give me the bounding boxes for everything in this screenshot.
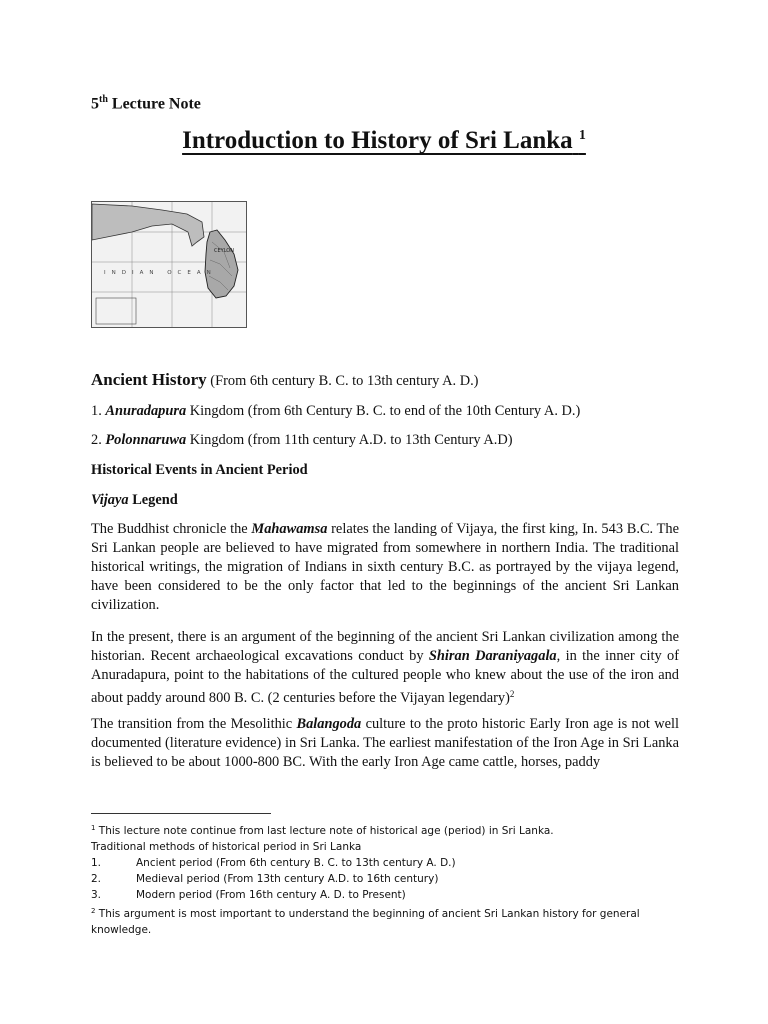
page-title — [0, 127, 768, 155]
footnote-period-2: 2. Medieval period (From 13th century A.D. to 16th century) — [91, 873, 439, 885]
section-heading: Ancient History — [91, 370, 207, 389]
map-illustration — [92, 202, 246, 327]
footnote-period-3: 3. Modern period (From 16th century A. D. to Present) — [91, 889, 406, 901]
svg-text:INDIAN OCEAN: INDIAN OCEAN — [104, 270, 217, 276]
paragraph-balangoda: The transition from the Mesolithic Balangoda culture to the proto historic Early Iron age is not well documented (literature evidence) in Sri Lanka. The earliest manifestation of the Iron Age in Sri Lanka is believed to be about 1000-800 BC. With the early Iron Age came cattle, horses, paddy — [91, 716, 680, 770]
map-image — [91, 201, 247, 328]
footnote-ref-2: 2 — [509, 689, 515, 699]
vijaya-heading: Vijaya Legend — [91, 492, 178, 508]
lecture-note-label: 5th Lecture Note — [91, 94, 201, 113]
paragraph-argument: In the present, there is an argument of the beginning of the ancient Sri Lankan civilization among the historian. Recent archaeological excavations conduct by Shiran Daraniyagala, in the inner city of Anuradapura, point to the habitations of the cultured people who knew about the use of the iron and about paddy around 800 B. C. (2 centuries before the Vijayan legendary)$^2$ — [91, 629, 679, 706]
footnote-1: $^1$ This lecture note continue from last lecture note of historical age (period) in Sri Lanka. — [91, 824, 554, 837]
title-footnote-ref: 1 — [578, 128, 586, 143]
svg-text:CEYLON: CEYLON — [214, 248, 234, 254]
footnotes — [91, 820, 691, 938]
list-item-anuradapura: 1. Anuradapura Kingdom (from 6th Century B. C. to end of the 10th Century A. D.) — [91, 403, 581, 419]
footnote-traditional: Traditional methods of historical period in Sri Lanka — [91, 841, 362, 853]
footnote-2: $^2$ This argument is most important to understand the beginning of ancient Sri Lankan history for general knowledge. — [91, 907, 640, 936]
page-title-text: Introduction to History of Sri Lanka $^1$ — [182, 127, 586, 154]
paragraph-mahawamsa: The Buddhist chronicle the Mahawamsa relates the landing of Vijaya, the first king, In. 543 B.C. The Sri Lankan people are believed to have migrated from somewhere in northern India. The traditional historical writings, the migration of Indians in sixth century B.C. as portrayed by the vijaya legend, have been considered to be the only factor that led to the beginnings of the ancient Sri Lankan civilization. — [91, 521, 679, 613]
list-item-polonnaruwa: 2. Polonnaruwa Kingdom (from 11th century A.D. to 13th Century A.D) — [91, 432, 513, 448]
footnote-divider — [91, 813, 271, 814]
ancient-history-heading-line: Ancient History (From 6th century B. C. to 13th century A. D.) — [91, 370, 479, 389]
events-heading: Historical Events in Ancient Period — [91, 462, 308, 478]
footnote-period-1: 1. Ancient period (From 6th century B. C. to 13th century A. D.) — [91, 857, 456, 869]
